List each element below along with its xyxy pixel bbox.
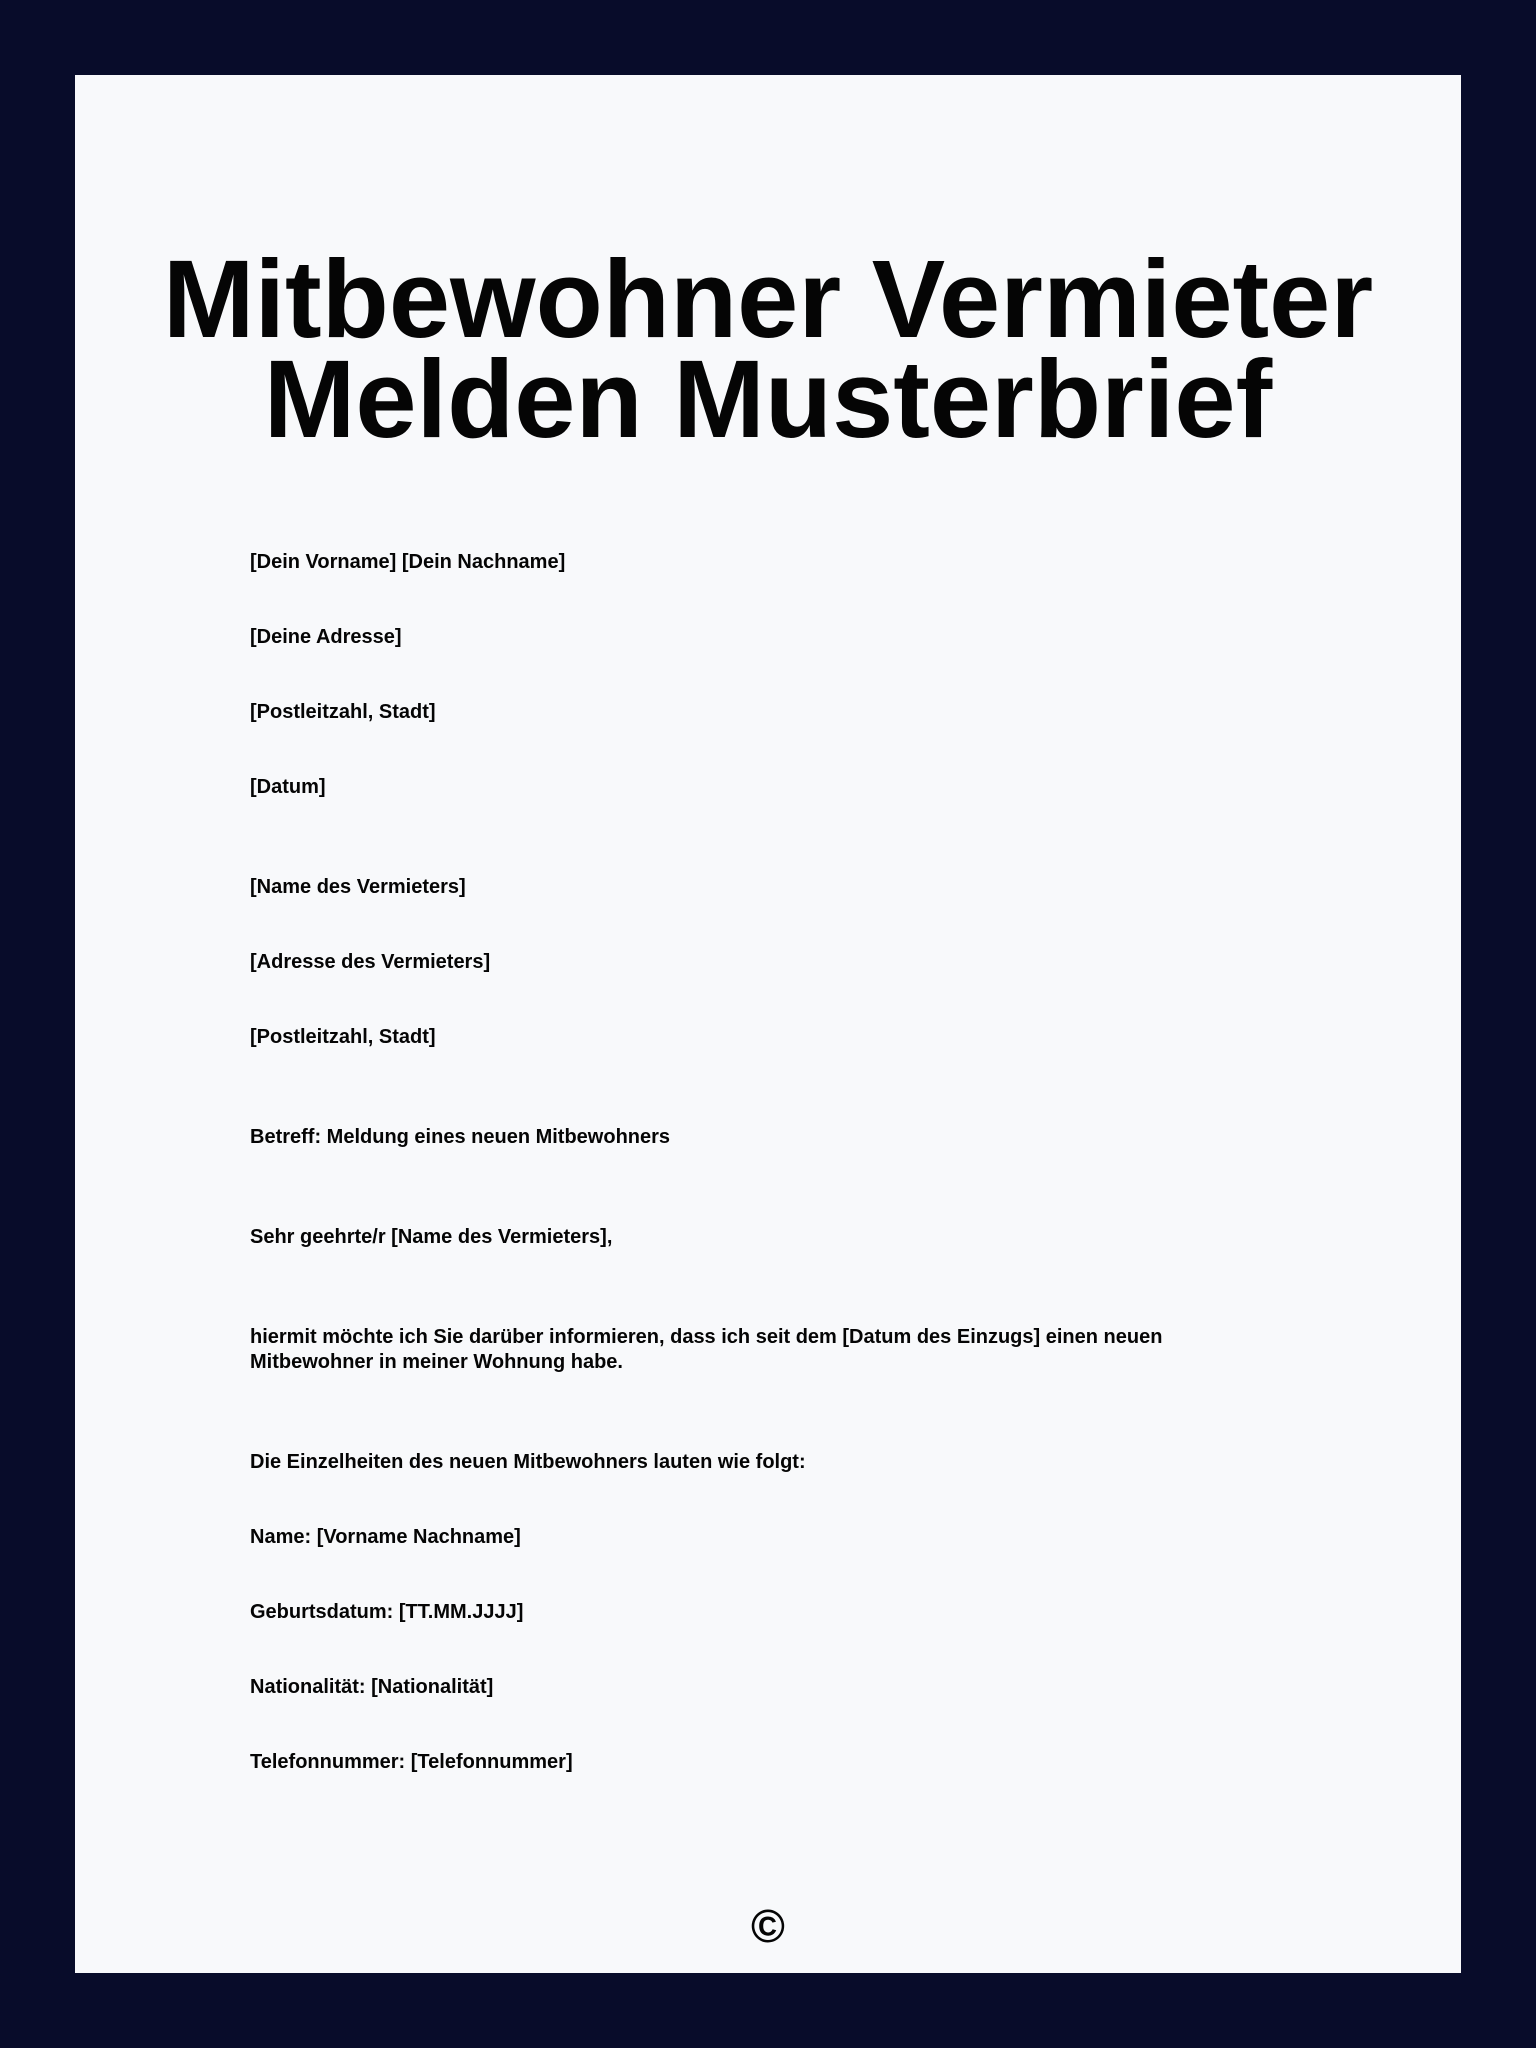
detail-name: Name: [Vorname Nachname] [250,1526,521,1548]
title-line-2: Melden Musterbrief [263,338,1273,461]
body-paragraph: hiermit möchte ich Sie darüber informieren, dass ich seit dem [Datum des Einzugs] einen neuen Mitbewohner in meiner Wohnung habe. [250,1326,1163,1373]
copyright-icon: © [751,1900,785,1952]
recipient-name: [Name des Vermieters] [250,876,466,898]
recipient-address: [Adresse des Vermieters] [250,951,491,973]
page-title [75,238,1461,461]
detail-phone: Telefonnummer: [Telefonnummer] [250,1751,573,1773]
subject-line: Betreff: Meldung eines neuen Mitbewohners [250,1126,671,1148]
sender-city: [Postleitzahl, Stadt] [250,701,436,723]
letter-page [75,75,1461,1973]
letter-date: [Datum] [250,776,326,798]
recipient-city: [Postleitzahl, Stadt] [250,1026,436,1048]
sender-name: [Dein Vorname] [Dein Nachname] [250,551,566,573]
details-intro: Die Einzelheiten des neuen Mitbewohners lauten wie folgt: [250,1451,806,1473]
detail-birthdate: Geburtsdatum: [TT.MM.JJJJ] [250,1601,524,1623]
title-line-1: Mitbewohner Vermieter [162,238,1374,361]
salutation: Sehr geehrte/r [Name des Vermieters], [250,1226,613,1248]
sender-address: [Deine Adresse] [250,626,402,648]
detail-nationality: Nationalität: [Nationalität] [250,1676,494,1698]
